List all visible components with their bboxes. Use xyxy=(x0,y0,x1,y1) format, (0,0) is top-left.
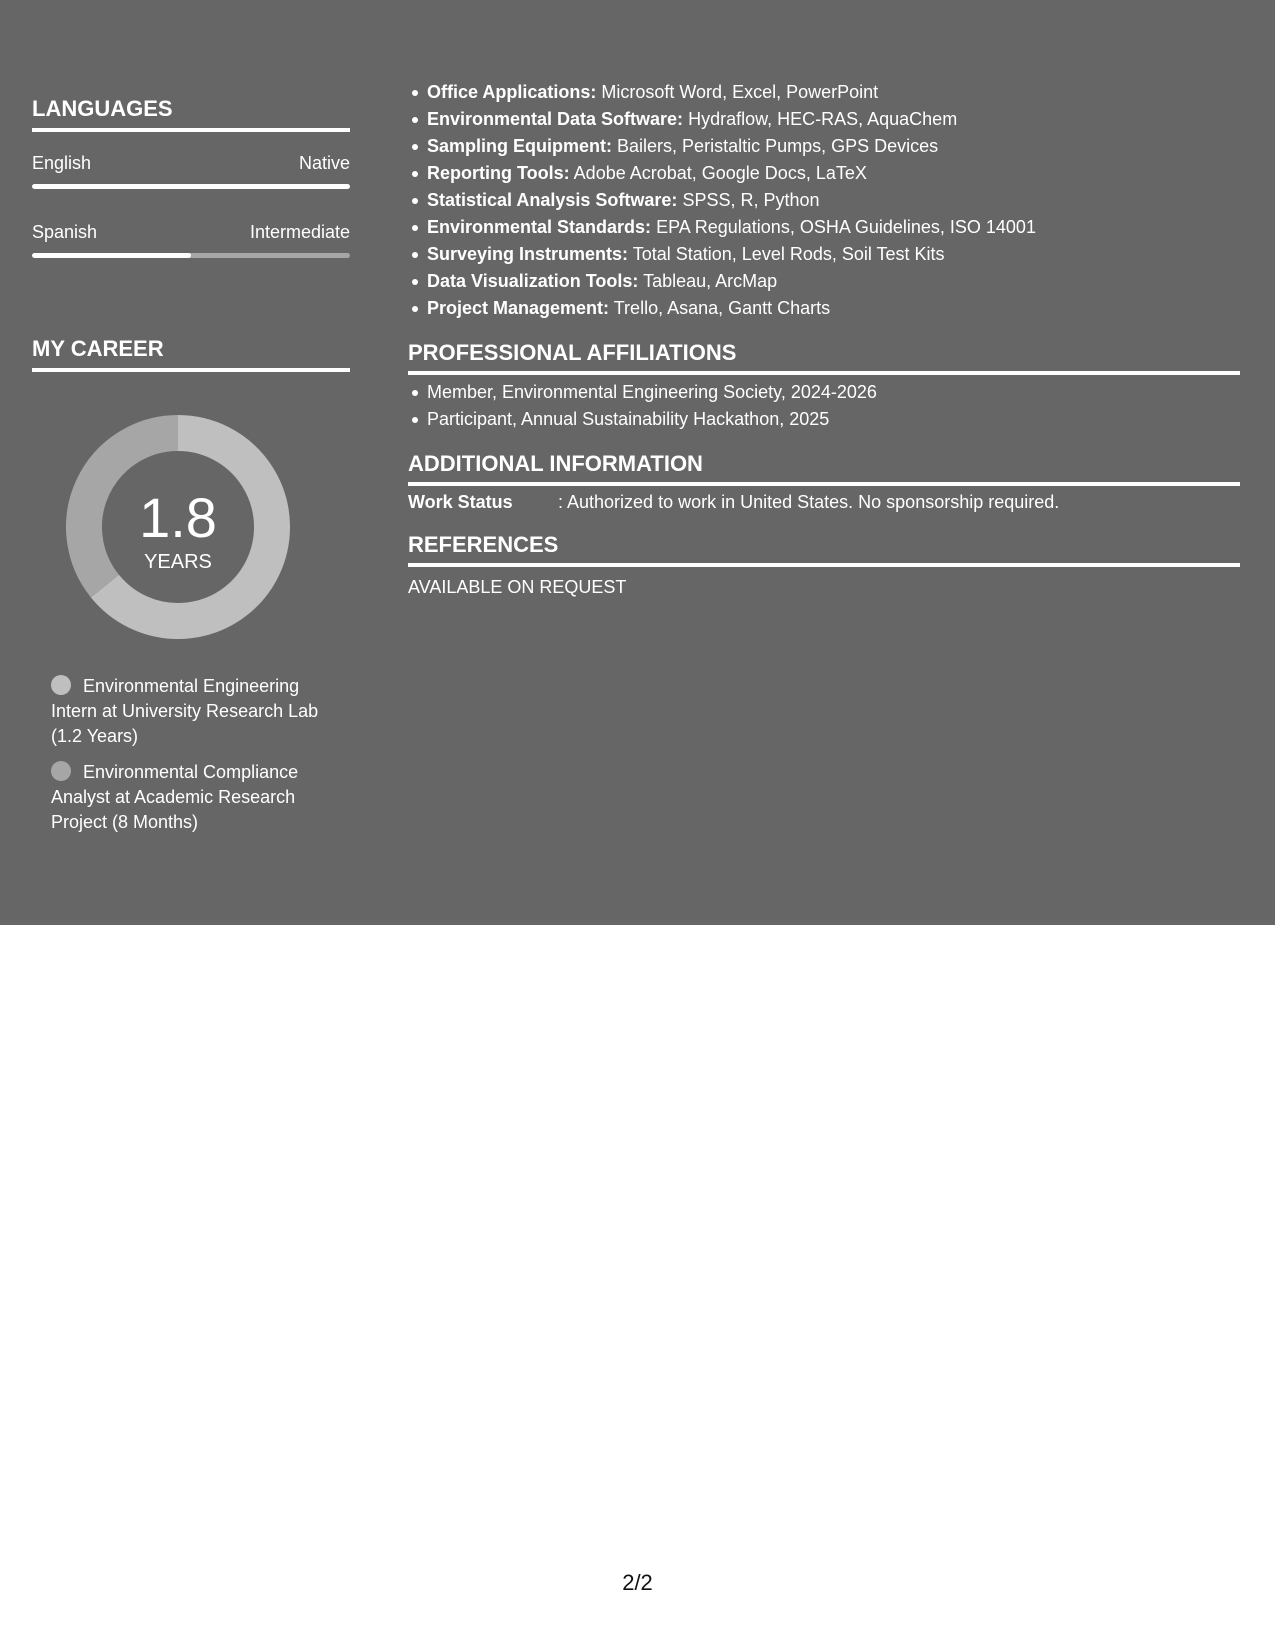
career-legend-item xyxy=(51,760,336,835)
skill-item xyxy=(427,106,1259,133)
skill-item xyxy=(427,295,1259,322)
skill-value: Bailers, Peristaltic Pumps, GPS Devices xyxy=(617,136,939,156)
skill-value: Total Station, Level Rods, Soil Test Kits xyxy=(632,244,945,264)
language-proficiency-bar xyxy=(32,184,350,189)
affiliation-item: Participant, Annual Sustainability Hackathon, 2025 xyxy=(427,406,1259,433)
skill-item xyxy=(427,187,1259,214)
language-level: Intermediate xyxy=(249,222,350,242)
affiliation-item: Member, Environmental Engineering Society, 2024-2026 xyxy=(427,379,1259,406)
career-legend xyxy=(51,674,336,846)
career-legend-item xyxy=(51,674,336,749)
skill-value: SPSS, R, Python xyxy=(682,190,820,210)
skill-label: Project Management: xyxy=(427,298,610,318)
references-text: AVAILABLE ON REQUEST xyxy=(408,577,627,597)
skill-label: Surveying Instruments: xyxy=(427,244,629,264)
skill-label: Sampling Equipment: xyxy=(427,136,613,156)
skills-list xyxy=(408,79,1259,322)
skill-value: Trello, Asana, Gantt Charts xyxy=(613,298,831,318)
career-legend-label: Environmental Engineering Intern at University Research Lab (1.2 Years) xyxy=(51,676,319,746)
references-heading: REFERENCES xyxy=(408,532,1240,567)
work-status-label: Work Status xyxy=(408,492,513,512)
language-name: English xyxy=(32,153,92,173)
additional-info-heading: ADDITIONAL INFORMATION xyxy=(408,451,1240,486)
language-row-spanish xyxy=(32,221,350,243)
skill-label: Environmental Data Software: xyxy=(427,109,684,129)
skill-item xyxy=(427,79,1259,106)
page-number: 2/2 xyxy=(622,1570,653,1595)
language-row-english xyxy=(32,152,350,174)
language-proficiency-fill xyxy=(32,253,191,258)
legend-dot-icon xyxy=(51,761,71,781)
skill-value: EPA Regulations, OSHA Guidelines, ISO 14001 xyxy=(656,217,1036,237)
language-name: Spanish xyxy=(32,222,98,242)
language-proficiency-fill xyxy=(32,184,350,189)
skill-label: Reporting Tools: xyxy=(427,163,570,183)
skill-label: Statistical Analysis Software: xyxy=(427,190,678,210)
career-total-value: 1.8 xyxy=(139,486,217,549)
skill-item xyxy=(427,241,1259,268)
language-level: Native xyxy=(298,153,350,173)
work-status-row xyxy=(408,490,1240,514)
skill-item xyxy=(427,214,1259,241)
legend-dot-icon xyxy=(51,675,71,695)
work-status-value: : Authorized to work in United States. No sponsorship required. xyxy=(558,492,1060,512)
career-total-unit: YEARS xyxy=(144,551,212,573)
career-legend-label: Environmental Compliance Analyst at Academic Research Project (8 Months) xyxy=(51,762,299,832)
skill-label: Office Applications: xyxy=(427,82,597,102)
skill-label: Environmental Standards: xyxy=(427,217,652,237)
career-donut-chart xyxy=(66,415,290,639)
affiliations-list xyxy=(408,379,1259,433)
career-heading: MY CAREER xyxy=(32,336,350,372)
skill-value: Tableau, ArcMap xyxy=(643,271,778,291)
skill-label: Data Visualization Tools: xyxy=(427,271,639,291)
affiliations-heading: PROFESSIONAL AFFILIATIONS xyxy=(408,340,1240,375)
language-proficiency-bar xyxy=(32,253,350,258)
skill-item xyxy=(427,133,1259,160)
skill-value: Adobe Acrobat, Google Docs, LaTeX xyxy=(573,163,867,183)
skill-item xyxy=(427,268,1259,295)
skill-item xyxy=(427,160,1259,187)
languages-heading: LANGUAGES xyxy=(32,96,350,132)
skill-value: Microsoft Word, Excel, PowerPoint xyxy=(601,82,879,102)
skill-value: Hydraflow, HEC-RAS, AquaChem xyxy=(688,109,958,129)
